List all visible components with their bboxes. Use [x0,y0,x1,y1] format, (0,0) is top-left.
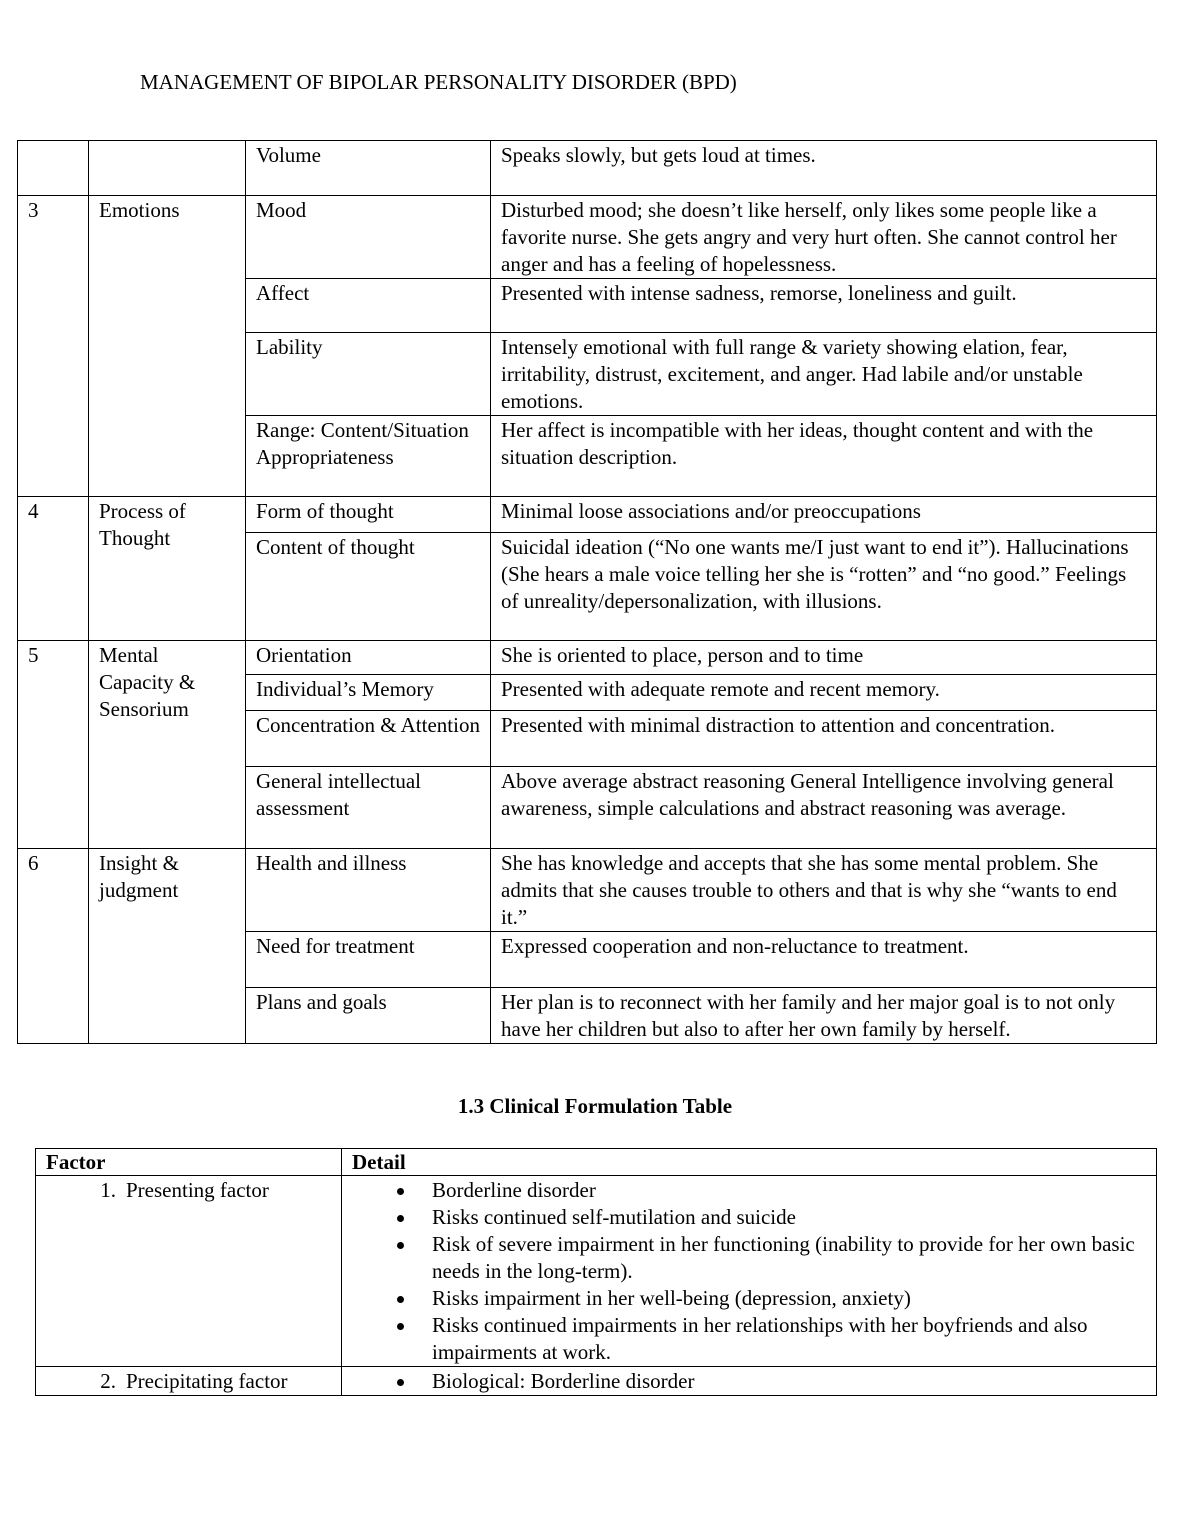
finding-cell: She is oriented to place, person and to time [491,641,1157,675]
table-row [18,141,1157,196]
finding-cell: Minimal loose associations and/or preoccupations [491,497,1157,533]
finding-cell: She has knowledge and accepts that she has some mental problem. She admits that she causes trouble to others and that is why she “wants to end it.” [491,849,1157,932]
category-cell [89,141,246,196]
finding-cell: Disturbed mood; she doesn’t like herself, only likes some people like a favorite nurse. She gets angry and very hurt often. She cannot control her anger and has a feeling of hopelessness. [491,196,1157,279]
table-row [18,641,1157,675]
factor-cell [36,1367,342,1396]
attribute-cell: Range: Content/Situation Appropriateness [246,416,491,497]
num-cell: 4 [18,497,89,641]
category-cell: Process of Thought [89,497,246,641]
attribute-cell: Concentration & Attention [246,711,491,767]
table-header-row [36,1149,1157,1176]
detail-list [352,1177,1146,1366]
table-row [18,196,1157,279]
finding-cell: Her affect is incompatible with her ideas, thought content and with the situation description. [491,416,1157,497]
list-item: Risks impairment in her well-being (depression, anxiety) [383,1285,1146,1312]
attribute-cell: Plans and goals [246,988,491,1044]
factor-number: 2. [100,1369,116,1393]
table-row [36,1367,1157,1396]
finding-cell: Intensely emotional with full range & variety showing elation, fear, irritability, distrust, excitement, and anger. Had labile and/or unstable emotions. [491,333,1157,416]
attribute-cell: Health and illness [246,849,491,932]
category-cell: Insight & judgment [89,849,246,1044]
section-title: 1.3 Clinical Formulation Table [457,1094,733,1118]
category-cell: Mental Capacity & Sensorium [89,641,246,849]
finding-cell: Presented with intense sadness, remorse, loneliness and guilt. [491,279,1157,333]
list-item: Borderline disorder [383,1177,1146,1204]
table-row [18,497,1157,533]
finding-cell: Presented with adequate remote and recent memory. [491,675,1157,711]
finding-cell: Her plan is to reconnect with her family and her major goal is to not only have her children but also to after her own family by herself. [491,988,1157,1044]
num-cell [18,141,89,196]
detail-cell [342,1367,1157,1396]
list-item: Risks continued self-mutilation and suicide [383,1204,1146,1231]
finding-cell: Speaks slowly, but gets loud at times. [491,141,1157,196]
clinical-formulation-table [35,1148,1157,1396]
attribute-cell: Affect [246,279,491,333]
attribute-cell: Need for treatment [246,932,491,988]
factor-cell [36,1176,342,1367]
factor-header: Factor [36,1149,342,1176]
attribute-cell: Orientation [246,641,491,675]
table-row [36,1176,1157,1367]
finding-cell: Above average abstract reasoning General Intelligence involving general awareness, simple calculations and abstract reasoning was average. [491,767,1157,849]
detail-header: Detail [342,1149,1157,1176]
list-item: Risks continued impairments in her relationships with her boyfriends and also impairments at work. [383,1312,1146,1366]
detail-list [352,1368,1146,1395]
attribute-cell: Form of thought [246,497,491,533]
finding-cell: Expressed cooperation and non-reluctance to treatment. [491,932,1157,988]
list-item: Biological: Borderline disorder [383,1368,1146,1395]
table-row [18,849,1157,932]
finding-cell: Suicidal ideation (“No one wants me/I just want to end it”). Hallucinations (She hears a male voice telling her she is “rotten” and “no good.” Feelings of unreality/depersonalization, with illusions. [491,533,1157,641]
attribute-cell: Content of thought [246,533,491,641]
attribute-cell: Mood [246,196,491,279]
num-cell: 5 [18,641,89,849]
finding-cell: Presented with minimal distraction to attention and concentration. [491,711,1157,767]
detail-cell [342,1176,1157,1367]
attribute-cell: Lability [246,333,491,416]
page-header: MANAGEMENT OF BIPOLAR PERSONALITY DISORDER (BPD) [140,70,737,94]
factor-label: Precipitating factor [126,1369,288,1393]
factor-label: Presenting factor [126,1178,269,1202]
category-cell: Emotions [89,196,246,497]
attribute-cell: Individual’s Memory [246,675,491,711]
factor-number: 1. [100,1178,116,1202]
list-item: Risk of severe impairment in her functioning (inability to provide for her own basic needs in the long-term). [383,1231,1146,1285]
mental-status-table [17,140,1157,1044]
attribute-cell: Volume [246,141,491,196]
attribute-cell: General intellectual assessment [246,767,491,849]
num-cell: 6 [18,849,89,1044]
num-cell: 3 [18,196,89,497]
